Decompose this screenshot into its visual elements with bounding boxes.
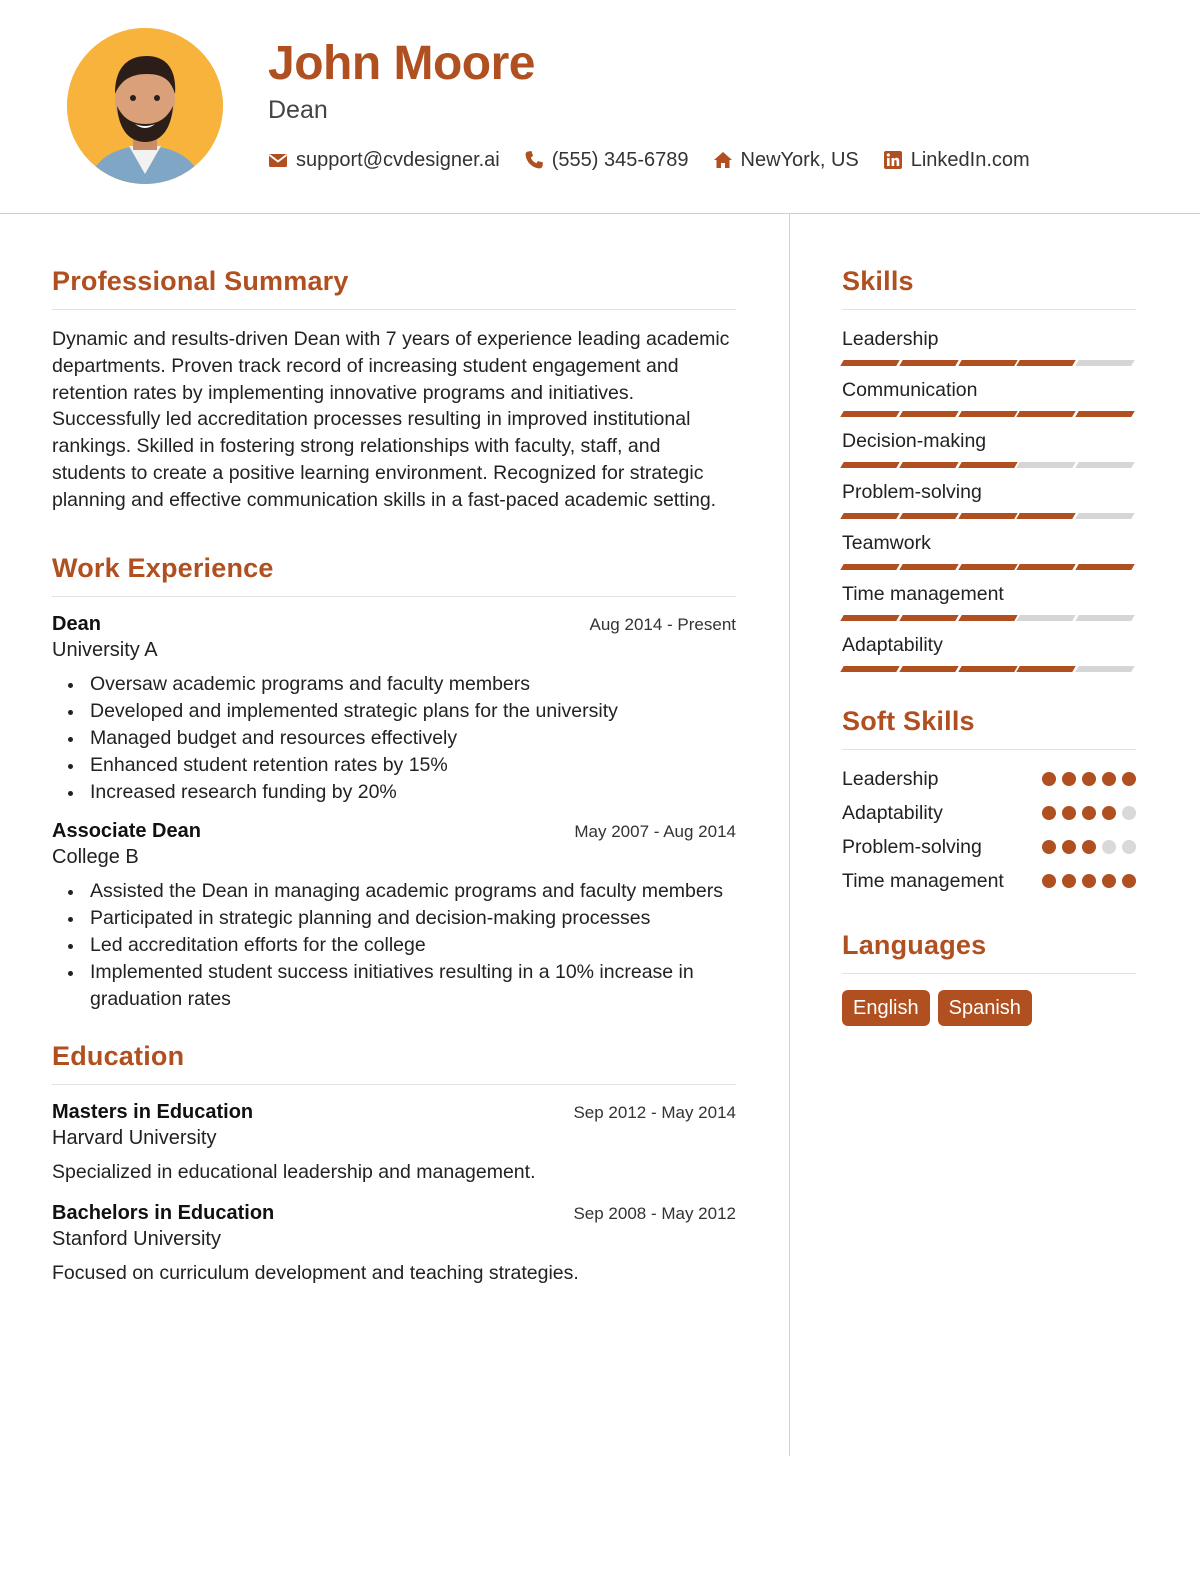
soft-skill-name: Time management xyxy=(842,870,1004,892)
rating-dot xyxy=(1042,772,1056,786)
job-title: Dean xyxy=(52,612,101,635)
rating-dot xyxy=(1042,840,1056,854)
profile-photo xyxy=(67,28,223,184)
soft-skill-name: Adaptability xyxy=(842,802,943,824)
skill-name: Teamwork xyxy=(842,532,931,554)
skill-level-segment xyxy=(840,513,899,519)
bullet-item: Oversaw academic programs and faculty members xyxy=(90,671,736,698)
rating-dot xyxy=(1102,840,1116,854)
skill-item xyxy=(842,530,1136,570)
rating-dot xyxy=(1082,772,1096,786)
soft-skill-item xyxy=(842,834,1136,860)
languages-heading: Languages xyxy=(842,930,1136,974)
job-title: Associate Dean xyxy=(52,819,201,842)
skill-name: Problem-solving xyxy=(842,481,982,503)
language-badge: Spanish xyxy=(938,990,1032,1026)
skill-level-segment xyxy=(899,666,958,672)
bullet-item: Increased research funding by 20% xyxy=(90,779,736,806)
skills-heading: Skills xyxy=(842,266,1136,310)
rating-dot xyxy=(1122,840,1136,854)
education-section xyxy=(52,1041,736,1285)
soft-skill-item xyxy=(842,868,1136,894)
summary-section xyxy=(52,266,736,514)
skill-level-segment xyxy=(1075,462,1134,468)
soft-skill-rating xyxy=(1036,806,1136,820)
skill-level-bar xyxy=(842,513,1136,519)
soft-skills-section xyxy=(842,706,1136,894)
skill-level-segment xyxy=(958,615,1017,621)
linkedin-icon xyxy=(883,150,903,170)
soft-skill-rating xyxy=(1036,772,1136,786)
rating-dot xyxy=(1062,806,1076,820)
education-header xyxy=(52,1101,736,1124)
soft-skills-list xyxy=(842,766,1136,894)
contact-linkedin-text: LinkedIn.com xyxy=(910,148,1030,171)
skills-section xyxy=(842,266,1136,672)
skill-level-bar xyxy=(842,564,1136,570)
main-column xyxy=(52,214,736,1295)
bullet-item: Implemented student success initiatives resulting in a 10% increase in graduation rates xyxy=(90,959,736,1013)
column-divider xyxy=(789,214,790,1456)
education-description: Focused on curriculum development and teaching strategies. xyxy=(52,1261,579,1284)
job-header xyxy=(52,820,736,843)
rating-dot xyxy=(1062,874,1076,888)
soft-skill-rating xyxy=(1036,840,1136,854)
skill-name: Communication xyxy=(842,379,978,401)
job-date: May 2007 - Aug 2014 xyxy=(574,821,736,841)
rating-dot xyxy=(1122,772,1136,786)
skill-level-segment xyxy=(1017,360,1076,366)
skill-level-segment xyxy=(1017,615,1076,621)
skill-level-segment xyxy=(840,615,899,621)
rating-dot xyxy=(1062,840,1076,854)
skill-level-segment xyxy=(840,360,899,366)
job-bullets xyxy=(52,671,736,806)
contact-phone-text: (555) 345-6789 xyxy=(551,148,689,171)
education-date: Sep 2008 - May 2012 xyxy=(573,1203,736,1223)
skill-name: Time management xyxy=(842,583,1004,605)
job-organization: University A xyxy=(52,638,158,661)
rating-dot xyxy=(1102,772,1116,786)
education-heading: Education xyxy=(52,1041,736,1085)
experience-section xyxy=(52,553,736,1013)
job-organization: College B xyxy=(52,845,139,868)
skill-level-segment xyxy=(899,513,958,519)
job-entry xyxy=(52,820,736,1013)
soft-skill-name: Problem-solving xyxy=(842,836,982,858)
degree-title: Masters in Education xyxy=(52,1100,254,1123)
soft-skill-rating xyxy=(1036,874,1136,888)
skill-level-segment xyxy=(840,666,899,672)
experience-heading: Work Experience xyxy=(52,553,736,597)
skill-level-bar xyxy=(842,411,1136,417)
bullet-item: Enhanced student retention rates by 15% xyxy=(90,752,736,779)
avatar-illustration xyxy=(67,28,223,184)
education-list xyxy=(52,1101,736,1285)
skill-level-bar xyxy=(842,360,1136,366)
skill-level-segment xyxy=(1017,513,1076,519)
rating-dot xyxy=(1082,840,1096,854)
skill-item xyxy=(842,632,1136,672)
skill-item xyxy=(842,326,1136,366)
education-entry xyxy=(52,1101,736,1184)
skill-level-segment xyxy=(958,462,1017,468)
summary-heading: Professional Summary xyxy=(52,266,736,310)
skill-item xyxy=(842,377,1136,417)
rating-dot xyxy=(1102,874,1116,888)
skill-level-segment xyxy=(1075,666,1134,672)
skill-level-segment xyxy=(899,360,958,366)
summary-text: Dynamic and results-driven Dean with 7 years of experience leading academic departments. Proven track record of increasing student engagement and retention rates by implementing innovative programs and initiatives. Successfully led accreditation processes resulting in improved institutional rankings. Skilled in fostering strong relationships with faculty, staff, and students to create a positive learning environment. Recognized for strategic planning and effective communication skills in a fast-paced academic setting. xyxy=(52,328,730,511)
job-list xyxy=(52,613,736,1013)
school-name: Harvard University xyxy=(52,1126,217,1149)
job-header xyxy=(52,613,736,636)
skill-item xyxy=(842,428,1136,468)
skill-level-segment xyxy=(1017,564,1076,570)
skill-level-segment xyxy=(840,411,899,417)
soft-skill-item xyxy=(842,766,1136,792)
skill-level-segment xyxy=(1075,411,1134,417)
education-date: Sep 2012 - May 2014 xyxy=(573,1102,736,1122)
degree-title: Bachelors in Education xyxy=(52,1201,275,1224)
skill-level-bar xyxy=(842,615,1136,621)
skills-list xyxy=(842,326,1136,672)
contact-phone[interactable] xyxy=(524,149,689,172)
soft-skill-item xyxy=(842,800,1136,826)
skill-level-segment xyxy=(1075,360,1134,366)
languages-section xyxy=(842,930,1136,1026)
rating-dot xyxy=(1082,874,1096,888)
rating-dot xyxy=(1082,806,1096,820)
skill-level-segment xyxy=(899,564,958,570)
rating-dot xyxy=(1102,806,1116,820)
skill-level-segment xyxy=(899,411,958,417)
skill-level-segment xyxy=(840,462,899,468)
home-icon xyxy=(713,150,733,170)
resume-header xyxy=(0,0,1200,214)
skill-level-segment xyxy=(1017,462,1076,468)
job-date: Aug 2014 - Present xyxy=(589,614,736,634)
bullet-item: Managed budget and resources effectively xyxy=(90,725,736,752)
language-list xyxy=(842,990,1136,1026)
education-header xyxy=(52,1202,736,1225)
job-entry xyxy=(52,613,736,806)
skill-level-bar xyxy=(842,666,1136,672)
candidate-title: Dean xyxy=(268,96,328,124)
bullet-item: Assisted the Dean in managing academic programs and faculty members xyxy=(90,878,736,905)
skill-level-segment xyxy=(958,564,1017,570)
skill-level-segment xyxy=(958,666,1017,672)
skill-level-segment xyxy=(1075,564,1134,570)
bullet-item: Participated in strategic planning and decision-making processes xyxy=(90,905,736,932)
phone-icon xyxy=(524,150,544,170)
rating-dot xyxy=(1062,772,1076,786)
skill-level-segment xyxy=(1017,666,1076,672)
side-column xyxy=(842,214,1136,1026)
skill-level-segment xyxy=(1075,513,1134,519)
contact-location xyxy=(713,149,859,172)
skill-level-segment xyxy=(958,411,1017,417)
contact-location-text: NewYork, US xyxy=(740,148,859,171)
contact-email-text: support@cvdesigner.ai xyxy=(296,148,500,171)
rating-dot xyxy=(1042,874,1056,888)
rating-dot xyxy=(1122,806,1136,820)
skill-level-segment xyxy=(958,513,1017,519)
soft-skill-name: Leadership xyxy=(842,768,939,790)
rating-dot xyxy=(1042,806,1056,820)
rating-dot xyxy=(1122,874,1136,888)
contact-bar xyxy=(268,146,1054,174)
skill-level-segment xyxy=(1017,411,1076,417)
contact-email[interactable] xyxy=(268,149,500,172)
skill-level-segment xyxy=(899,615,958,621)
skill-name: Leadership xyxy=(842,328,939,350)
skill-level-bar xyxy=(842,462,1136,468)
skill-level-segment xyxy=(1075,615,1134,621)
job-bullets xyxy=(52,878,736,1013)
education-description: Specialized in educational leadership and management. xyxy=(52,1160,536,1183)
language-badge: English xyxy=(842,990,930,1026)
skill-item xyxy=(842,581,1136,621)
skill-level-segment xyxy=(840,564,899,570)
skill-item xyxy=(842,479,1136,519)
school-name: Stanford University xyxy=(52,1227,221,1250)
skill-name: Decision-making xyxy=(842,430,987,452)
bullet-item: Developed and implemented strategic plans for the university xyxy=(90,698,736,725)
bullet-item: Led accreditation efforts for the college xyxy=(90,932,736,959)
contact-linkedin[interactable] xyxy=(883,149,1030,172)
skill-name: Adaptability xyxy=(842,634,943,656)
candidate-name: John Moore xyxy=(268,37,535,90)
soft-skills-heading: Soft Skills xyxy=(842,706,1136,750)
education-entry xyxy=(52,1202,736,1285)
envelope-icon xyxy=(268,150,288,170)
skill-level-segment xyxy=(899,462,958,468)
skill-level-segment xyxy=(958,360,1017,366)
